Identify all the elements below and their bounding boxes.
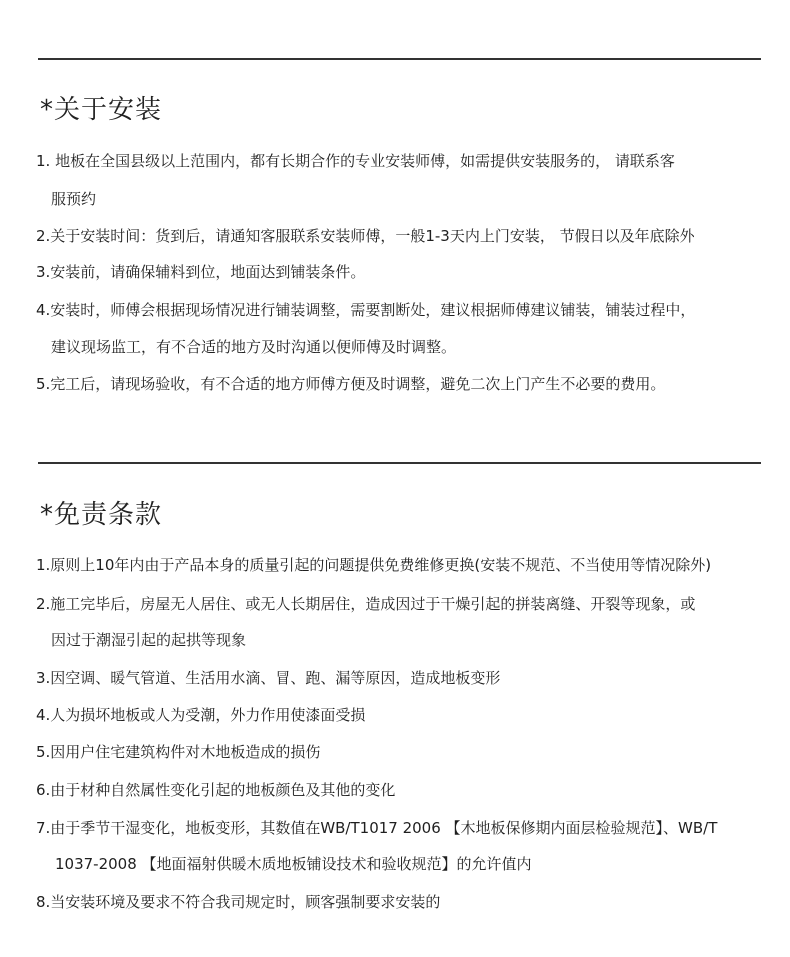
installation-item-1-line-2: 服预约 xyxy=(51,190,97,208)
installation-item-5-line-1: 5.完工后，请现场验收，有不合适的地方师傅方便及时调整，避免二次上门产生不必要的费用。 xyxy=(36,375,666,393)
disclaimer-item-7-line-1: 7.由于季节干湿变化，地板变形，其数值在WB/T1017 2006 【木地板保修期内面层检验规范】、WB/T xyxy=(36,819,718,837)
installation-item-3-line-1: 3.安装前，请确保辅料到位，地面达到铺装条件。 xyxy=(36,263,366,281)
disclaimer-item-6-line-1: 6.由于材种自然属性变化引起的地板颜色及其他的变化 xyxy=(36,781,396,799)
installation-item-2-line-1: 2.关于安装时间：货到后，请通知客服联系安装师傅，一般1-3天内上门安装， 节假日以及年底除外 xyxy=(36,227,695,245)
installation-item-4-line-1: 4.安装时，师傅会根据现场情况进行铺装调整，需要割断处，建议根据师傅建议铺装，铺装过程中， xyxy=(36,301,696,319)
installation-title: *关于安装 xyxy=(40,95,163,125)
middle-divider xyxy=(38,462,761,464)
installation-item-4-line-2: 建议现场监工，有不合适的地方及时沟通以便师傅及时调整。 xyxy=(51,338,457,356)
disclaimer-item-1-line-1: 1.原则上10年内由于产品本身的质量引起的问题提供免费维修更换(安装不规范、不当使用等情况除外) xyxy=(36,556,712,574)
disclaimer-item-7-line-2: 1037-2008 【地面福射供暖木质地板铺设技术和验收规范】的允许值内 xyxy=(55,855,532,873)
installation-item-1-line-1: 1. 地板在全国县级以上范围内，都有长期合作的专业安装师傅，如需提供安装服务的， 请联系客 xyxy=(36,152,675,170)
disclaimer-title: *免责条款 xyxy=(40,500,163,530)
disclaimer-item-2-line-1: 2.施工完毕后，房屋无人居住、或无人长期居住，造成因过于干燥引起的拼装离缝、开裂等现象，或 xyxy=(36,595,696,613)
disclaimer-item-5-line-1: 5.因用户住宅建筑构件对木地板造成的损伤 xyxy=(36,743,321,761)
disclaimer-item-8-line-1: 8.当安装环境及要求不符合我司规定时，顾客强制要求安装的 xyxy=(36,893,441,911)
disclaimer-item-3-line-1: 3.因空调、暖气管道、生活用水滴、冒、跑、漏等原因，造成地板变形 xyxy=(36,669,501,687)
disclaimer-item-4-line-1: 4.人为损坏地板或人为受潮，外力作用使漆面受损 xyxy=(36,706,366,724)
disclaimer-item-2-line-2: 因过于潮湿引起的起拱等现象 xyxy=(51,631,247,649)
top-divider xyxy=(38,58,761,60)
